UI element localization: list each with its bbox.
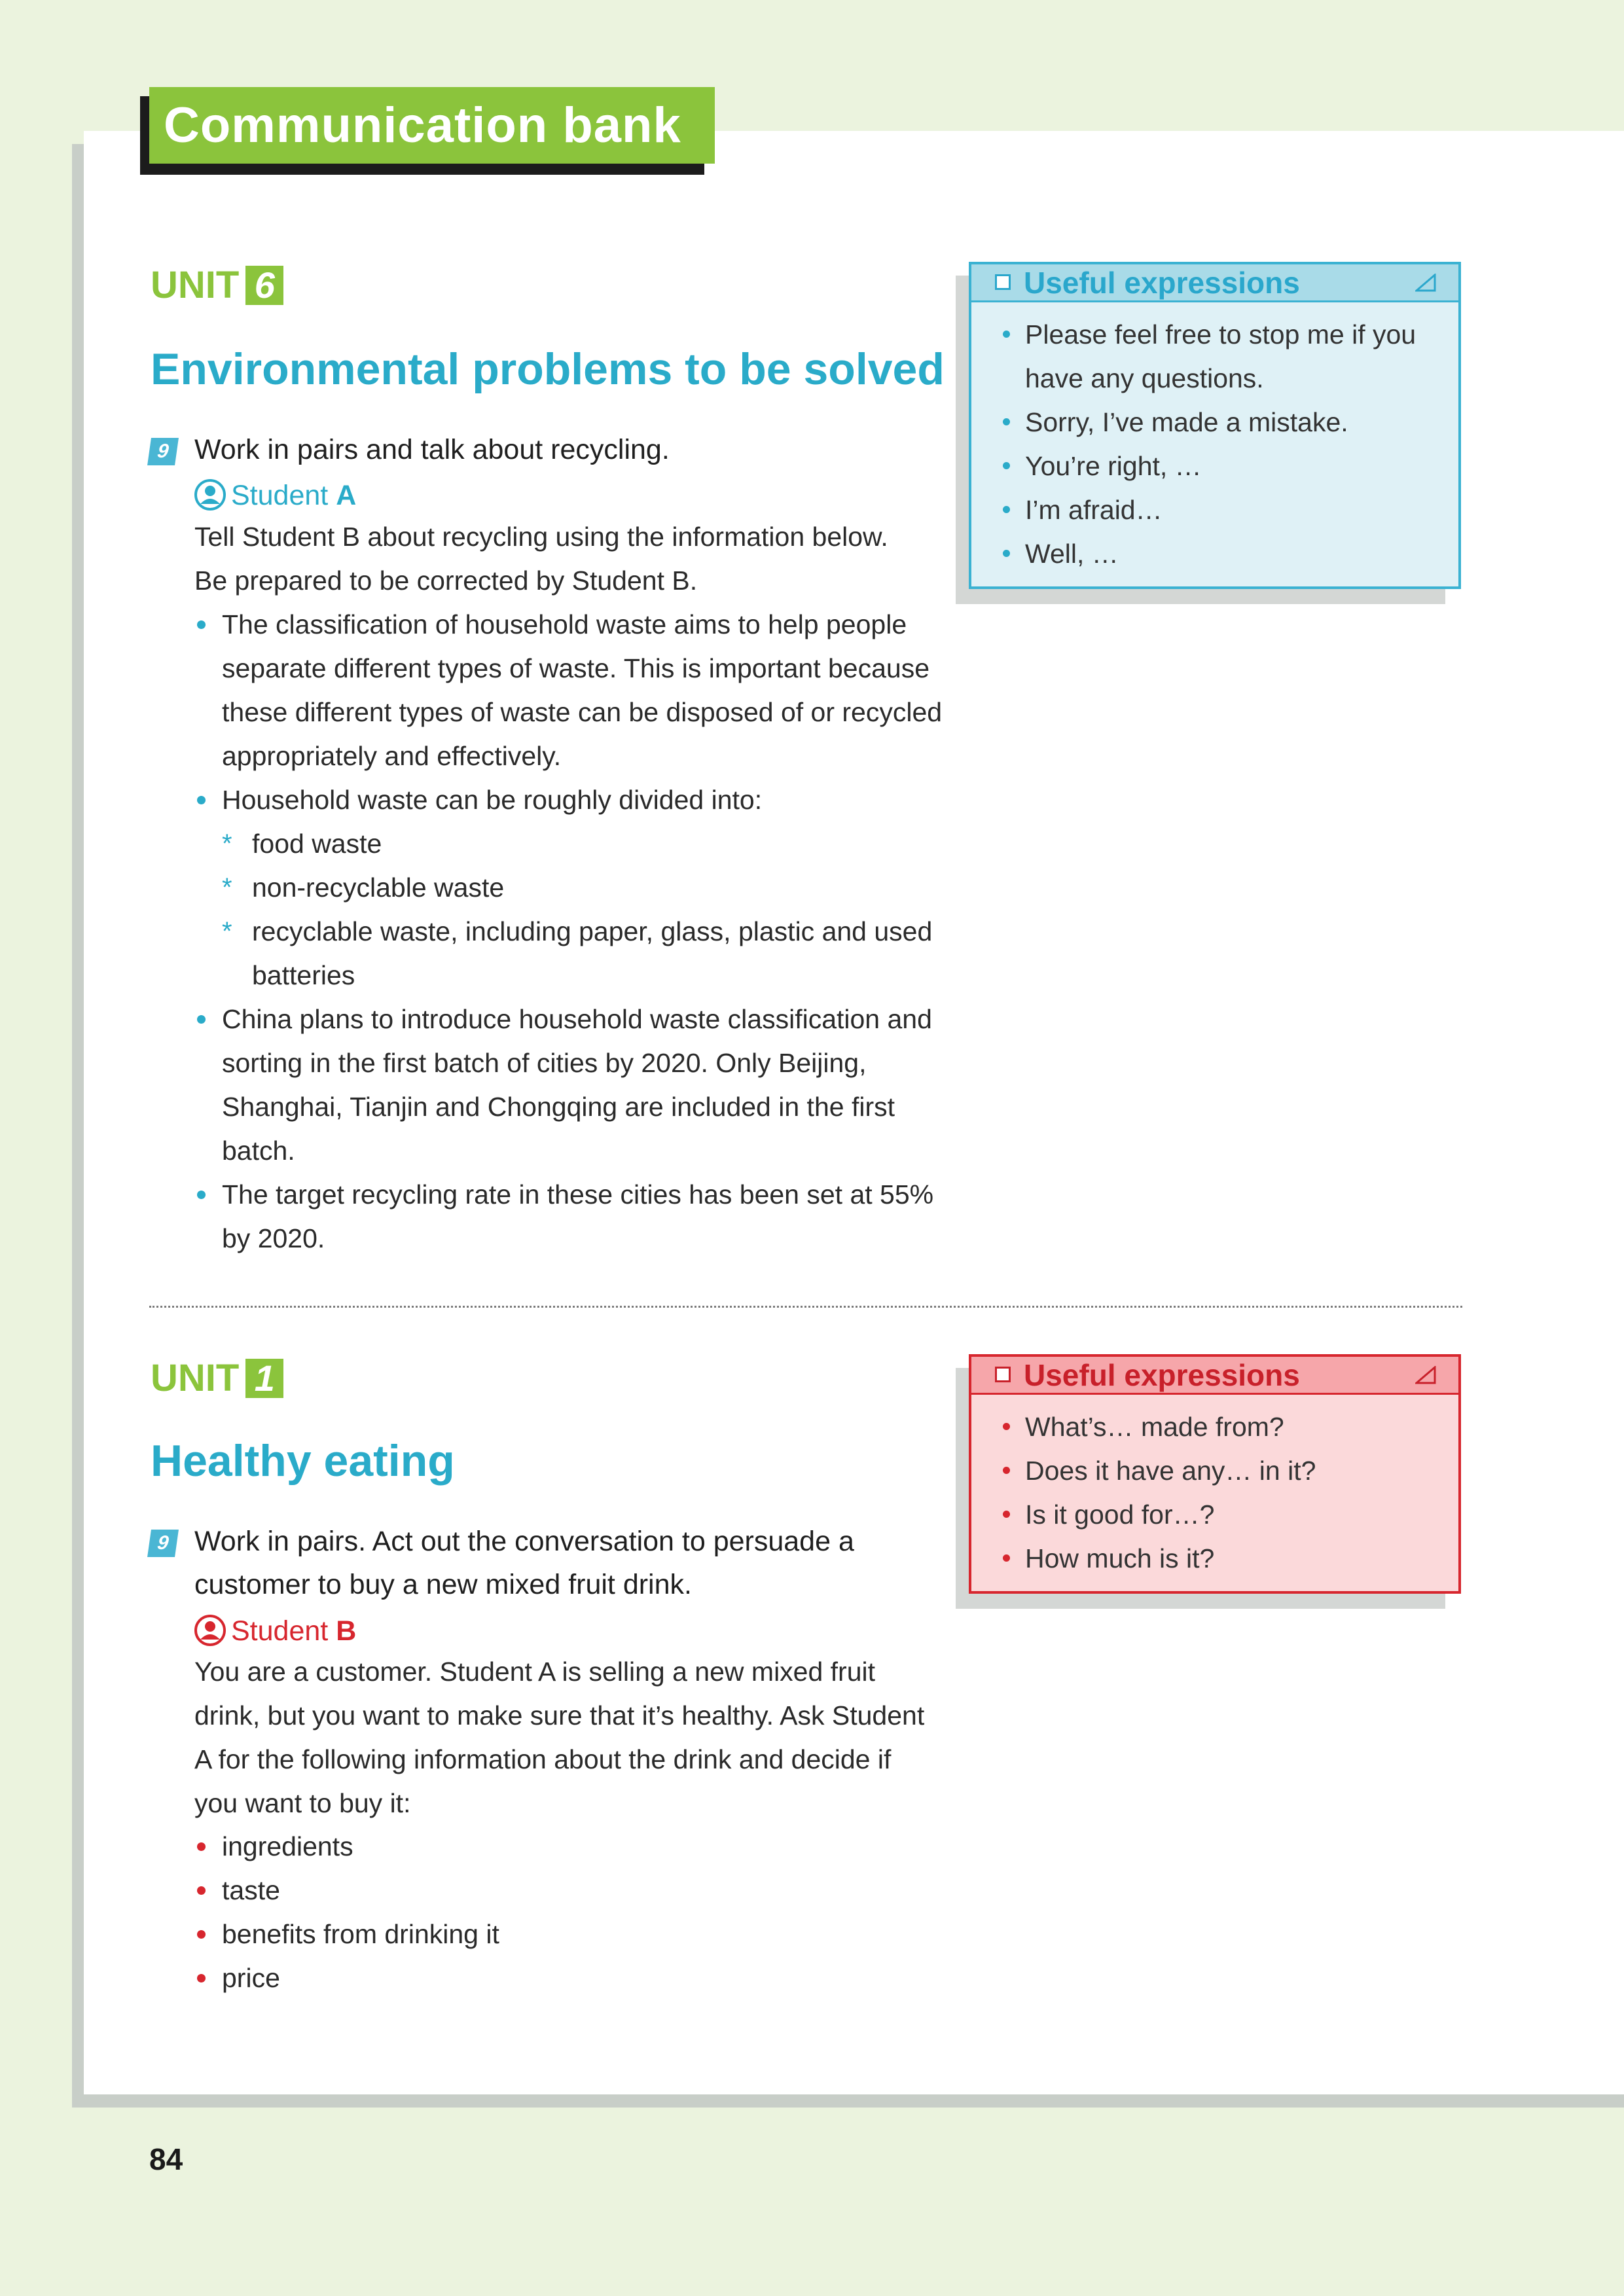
bullet-dot: [197, 796, 206, 804]
drink-info-list: [194, 1825, 914, 2000]
task-number-icon: 9: [147, 438, 179, 465]
student-letter: A: [336, 480, 357, 511]
expression-item: Well, …: [971, 532, 1458, 576]
bullet-dot: [1003, 550, 1010, 557]
bullet-dot: [197, 1930, 206, 1939]
bullet-dot: [197, 1191, 206, 1199]
student-a-label: [194, 476, 356, 515]
bullet-dot: [1003, 331, 1010, 338]
recycling-info-list: [194, 603, 954, 1261]
section-title-healthy-eating: Healthy eating: [151, 1436, 455, 1486]
useful-expressions-title: Useful expressions: [1024, 1358, 1300, 1392]
expression-item: What’s… made from?: [971, 1405, 1458, 1449]
asterisk-icon: *: [222, 829, 232, 858]
section-divider: [149, 1306, 1462, 1308]
student-letter: B: [336, 1615, 357, 1647]
useful-expressions-title: Useful expressions: [1024, 266, 1300, 300]
useful-expressions-list: [971, 1395, 1458, 1581]
unit-number-badge: 6: [245, 266, 283, 305]
bullet-dot: [197, 1886, 206, 1895]
page-header-title: Communication bank: [149, 87, 715, 164]
checkbox-square-icon: [995, 1367, 1011, 1382]
list-item: benefits from drinking it: [194, 1912, 914, 1956]
section-title-environment: Environmental problems to be solved: [151, 344, 945, 394]
bullet-dot: [1003, 1554, 1010, 1562]
useful-expressions-header: [971, 264, 1458, 302]
expression-item: I’m afraid…: [971, 488, 1458, 532]
list-item: The classification of household waste aims to help people separate different types of waste. This is important because these different types of waste can be disposed of or recycled appropriately and effectively.: [194, 603, 954, 778]
person-icon: [194, 1615, 226, 1646]
corner-triangle-icon: [1415, 274, 1436, 292]
bullet-dot: [1003, 462, 1010, 469]
bullet-dot: [1003, 418, 1010, 425]
expression-item: Please feel free to stop me if you have any questions.: [971, 313, 1458, 401]
checkbox-square-icon: [995, 274, 1011, 290]
bullet-dot: [1003, 1423, 1010, 1430]
task-instruction: Work in pairs. Act out the conversation to persuade a customer to buy a new mixed fruit drink.: [194, 1526, 854, 1600]
unit-word: UNIT: [151, 1356, 240, 1399]
expression-item: Is it good for…?: [971, 1493, 1458, 1537]
list-item: China plans to introduce household waste classification and sorting in the first batch of cities by 2020. Only Beijing, Shanghai, Tianjin and Chongqing are included in the first batch.: [194, 997, 954, 1173]
unit-1-label: [151, 1355, 283, 1397]
student-prefix: Student: [231, 480, 329, 511]
student-b-label: [194, 1611, 356, 1651]
bullet-dot: [1003, 1511, 1010, 1518]
useful-expressions-box: [969, 262, 1461, 589]
sub-list-item: * food waste: [222, 822, 954, 866]
task-number-icon: 9: [147, 1530, 179, 1557]
unit-number-badge: 1: [245, 1359, 283, 1398]
sub-list-item: * recyclable waste, including paper, glass, plastic and used batteries: [222, 910, 954, 997]
bullet-dot: [197, 620, 206, 629]
useful-expressions-header: [971, 1357, 1458, 1395]
unit-word: UNIT: [151, 263, 240, 306]
asterisk-icon: *: [222, 873, 232, 902]
unit-6-label: [151, 262, 283, 304]
person-icon: [194, 479, 226, 511]
list-item: Household waste can be roughly divided into:: [194, 778, 954, 822]
expression-item: How much is it?: [971, 1537, 1458, 1581]
sub-list-item: * non-recyclable waste: [222, 866, 954, 910]
bullet-dot: [1003, 1467, 1010, 1474]
asterisk-icon: *: [222, 917, 232, 946]
page-number: 84: [149, 2142, 183, 2176]
list-item: taste: [194, 1869, 914, 1912]
list-item: ingredients: [194, 1825, 914, 1869]
bullet-dot: [1003, 506, 1010, 513]
student-prefix: Student: [231, 1615, 329, 1647]
student-b-intro: You are a customer. Student A is selling a new mixed fruit drink, but you want to make sure that it’s healthy. Ask Student A for the following information about the drink and decide if you want to buy it:: [194, 1657, 925, 1818]
task-instruction: Work in pairs and talk about recycling.: [194, 434, 670, 465]
expression-item: Does it have any… in it?: [971, 1449, 1458, 1493]
list-item: The target recycling rate in these cities has been set at 55% by 2020.: [194, 1173, 954, 1261]
bullet-dot: [197, 1842, 206, 1851]
student-a-intro: Tell Student B about recycling using the information below. Be prepared to be corrected by Student B.: [194, 522, 888, 596]
corner-triangle-icon: [1415, 1366, 1436, 1384]
useful-expressions-box: [969, 1354, 1461, 1594]
bullet-dot: [197, 1015, 206, 1024]
expression-item: Sorry, I’ve made a mistake.: [971, 401, 1458, 444]
bullet-dot: [197, 1974, 206, 1982]
expression-item: You’re right, …: [971, 444, 1458, 488]
useful-expressions-list: [971, 302, 1458, 576]
list-item: price: [194, 1956, 914, 2000]
